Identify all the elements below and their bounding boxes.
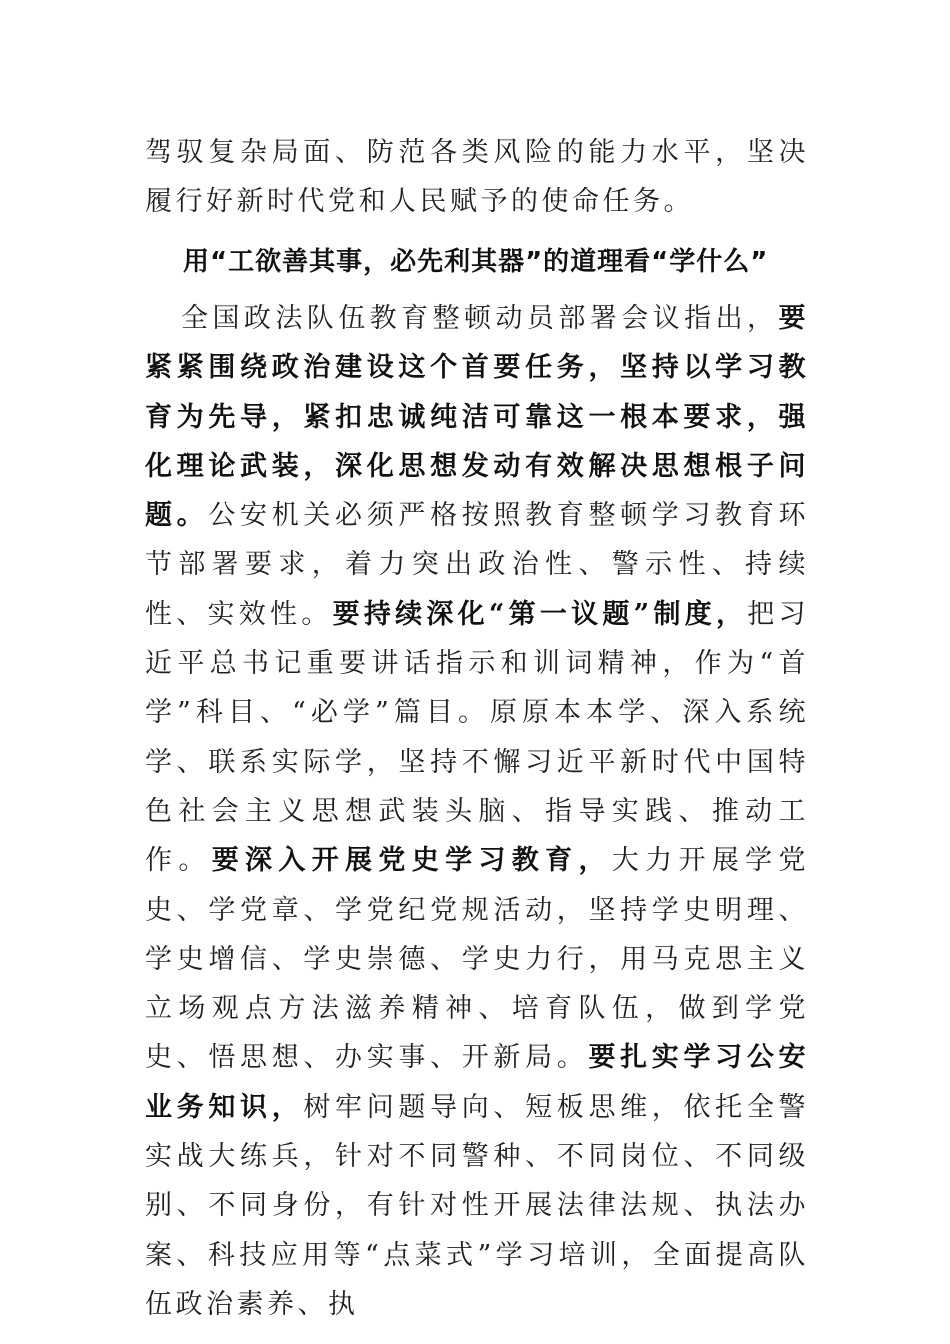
text-run: 树牢问题导向、短板思维，依托全警实战大练兵，针对不同警种、不同岗位、不同级别、不同身份，有针对性开展法律法规、执法办案、科技应用等“点菜式”学习培训，全面提高队伍政治素养、执 [145,1091,809,1320]
section-heading: 用“工欲善其事，必先利其器”的道理看“学什么” [183,247,769,277]
bold-text-run: 要扎实学习公安业务知识， [145,1042,810,1123]
text-run: 全国政法队伍教育整顿动员部署会议指出， [181,303,779,334]
paragraph-body [145,294,809,1329]
paragraph-continued: 驾驭复杂局面、防范各类风险的能力水平，坚决履行好新时代党和人民赋予的使命任务。 [145,137,809,218]
text-run: 公安机关必须严格按照教育整顿学习教育环节部署要求，着力突出政治性、警示性、持续性、实效性。 [145,500,810,630]
text-run: 把习近平总书记重要讲话指示和训词精神，作为“首学”科目、“必学”篇目。原原本本学、深入系统学、联系实际学，坚持不懈习近平新时代中国特色社会主义思想武装头脑、指导实践、推动工作。 [145,598,810,877]
text-run: 大力开展学党史、学党章、学党纪党规活动，坚持学史明理、学史增信、学史崇德、学史力行，用马克思主义立场观点方法滋养精神、培育队伍，做到学党史、悟思想、办实事、开新局。 [145,845,810,1074]
bold-text-run: 要深入开展党史学习教育， [211,845,612,877]
bold-text-run: 要持续深化“第一议题”制度， [332,598,748,630]
bold-text-run: 要紧紧围绕政治建设这个首要任务，坚持以学习教育为先导，紧扣忠诚纯洁可靠这一根本要求，强化理论武装，深化思想发动有效解决思想根子问题。 [145,303,809,532]
